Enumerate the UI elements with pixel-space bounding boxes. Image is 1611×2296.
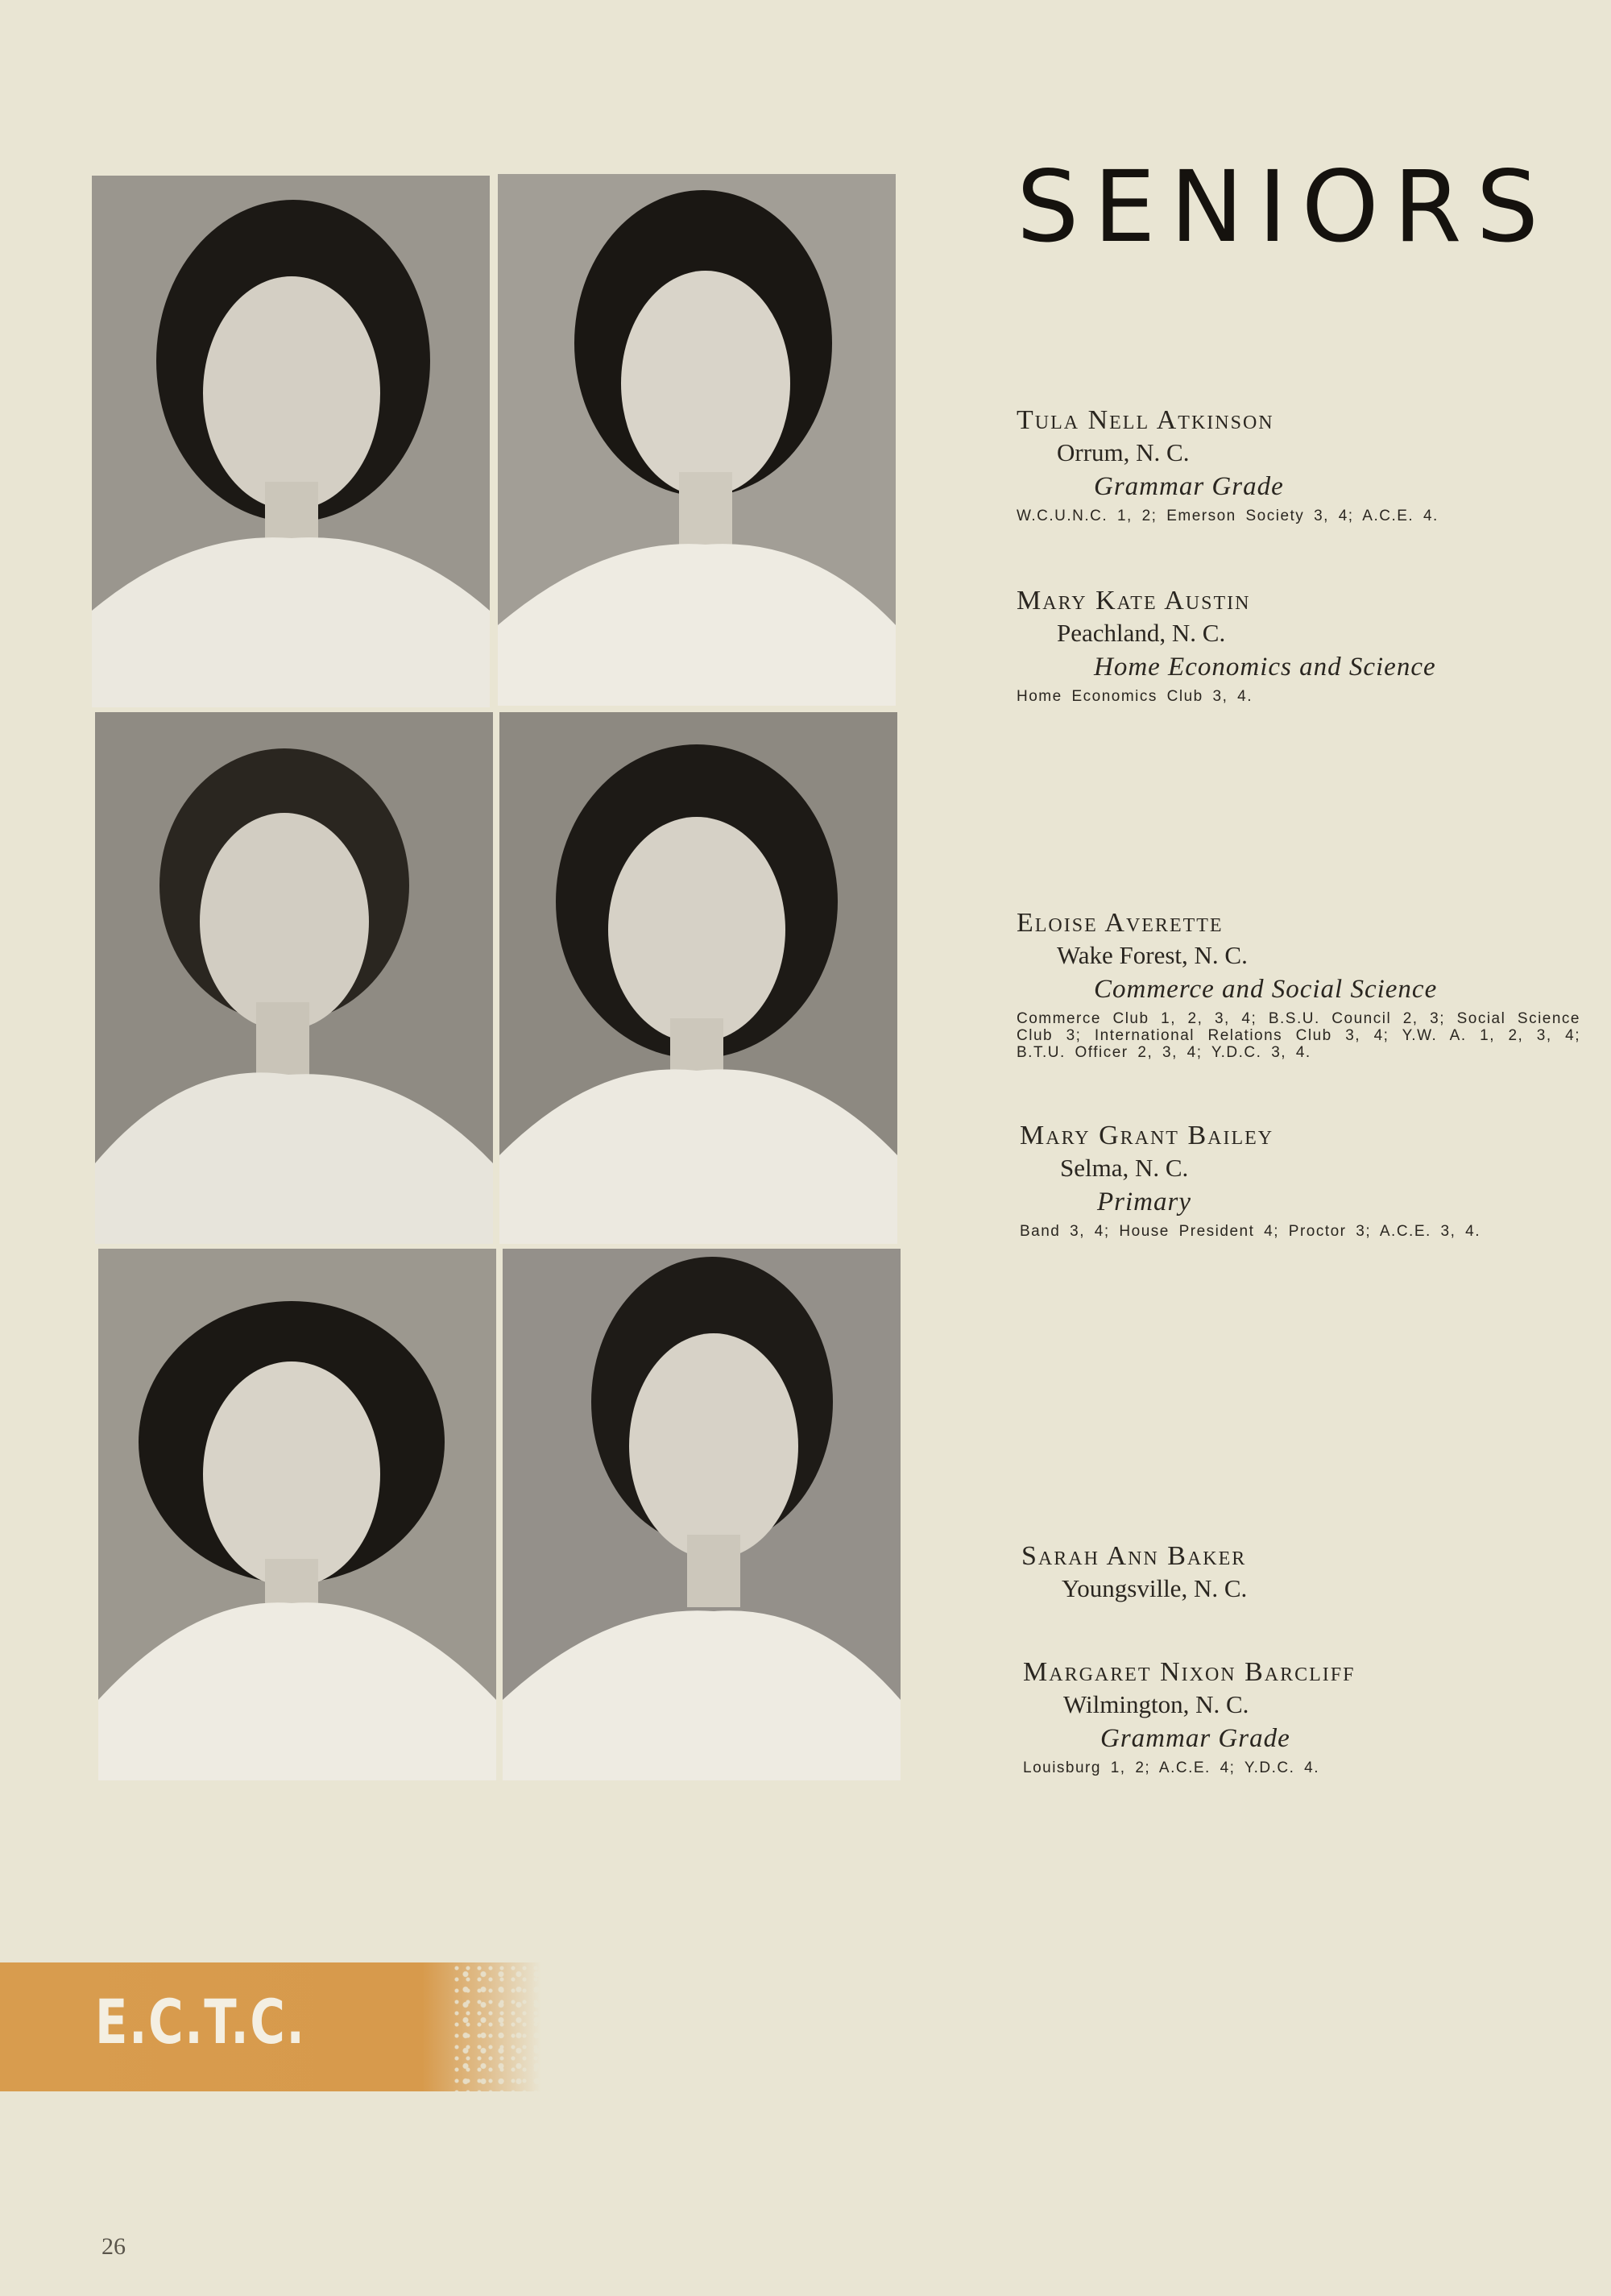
senior-hometown: Peachland, N. C. (1057, 619, 1226, 647)
senior-activities: Band 3, 4; House President 4; Proctor 3; A.C.E. 3, 4. (1020, 1223, 1481, 1240)
senior-name: Eloise Averette (1017, 908, 1224, 938)
page-number: 26 (101, 2233, 126, 2260)
portrait-image (499, 712, 897, 1244)
banner-speckle-decoration (451, 1962, 541, 2091)
senior-major: Home Economics and Science (1094, 653, 1436, 682)
senior-photo (98, 1249, 496, 1780)
senior-photo (92, 176, 490, 707)
senior-hometown: Selma, N. C. (1060, 1154, 1189, 1182)
senior-hometown: Wilmington, N. C. (1063, 1690, 1249, 1718)
college-banner (0, 1962, 541, 2091)
senior-name: Mary Grant Bailey (1020, 1121, 1274, 1150)
senior-hometown: Orrum, N. C. (1057, 438, 1190, 466)
senior-name: Margaret Nixon Barcliff (1023, 1657, 1356, 1687)
portrait-image (95, 712, 493, 1244)
senior-photo (498, 174, 896, 706)
senior-entry (1017, 404, 1580, 524)
senior-activities: Commerce Club 1, 2, 3, 4; B.S.U. Council 2, 3; Social Science Club 3; International Relations Club 3, 4; Y.W. A. 1, 2, 3, 4; B.T.U. Officer 2, 3, 4; Y.D.C. 3, 4. (1017, 1010, 1580, 1061)
page-title: SENIORS (1017, 150, 1554, 264)
senior-photo (499, 712, 897, 1244)
senior-hometown: Youngsville, N. C. (1062, 1574, 1248, 1602)
senior-entry (1017, 585, 1580, 705)
senior-name: Tula Nell Atkinson (1017, 405, 1274, 435)
senior-entry (1020, 1120, 1584, 1240)
senior-entry (1017, 907, 1580, 1061)
senior-activities: Louisburg 1, 2; A.C.E. 4; Y.D.C. 4. (1023, 1759, 1320, 1776)
senior-major: Primary (1097, 1187, 1191, 1216)
senior-activities: W.C.U.N.C. 1, 2; Emerson Society 3, 4; A.C.E. 4. (1017, 508, 1439, 524)
senior-major: Grammar Grade (1100, 1724, 1290, 1753)
portrait-image (498, 174, 896, 706)
senior-photo (503, 1249, 901, 1780)
portrait-image (92, 176, 490, 707)
senior-hometown: Wake Forest, N. C. (1057, 941, 1248, 969)
senior-name: Mary Kate Austin (1017, 586, 1251, 615)
portrait-image (503, 1249, 901, 1780)
senior-photo (95, 712, 493, 1244)
portrait-image (98, 1249, 496, 1780)
banner-label: E.C.T.C. (95, 1986, 306, 2058)
senior-activities: Home Economics Club 3, 4. (1017, 688, 1253, 705)
senior-name: Sarah Ann Baker (1021, 1541, 1247, 1571)
senior-entry (1023, 1656, 1587, 1776)
senior-major: Commerce and Social Science (1094, 975, 1438, 1004)
senior-major: Grammar Grade (1094, 472, 1284, 501)
senior-entry (1021, 1540, 1585, 1605)
